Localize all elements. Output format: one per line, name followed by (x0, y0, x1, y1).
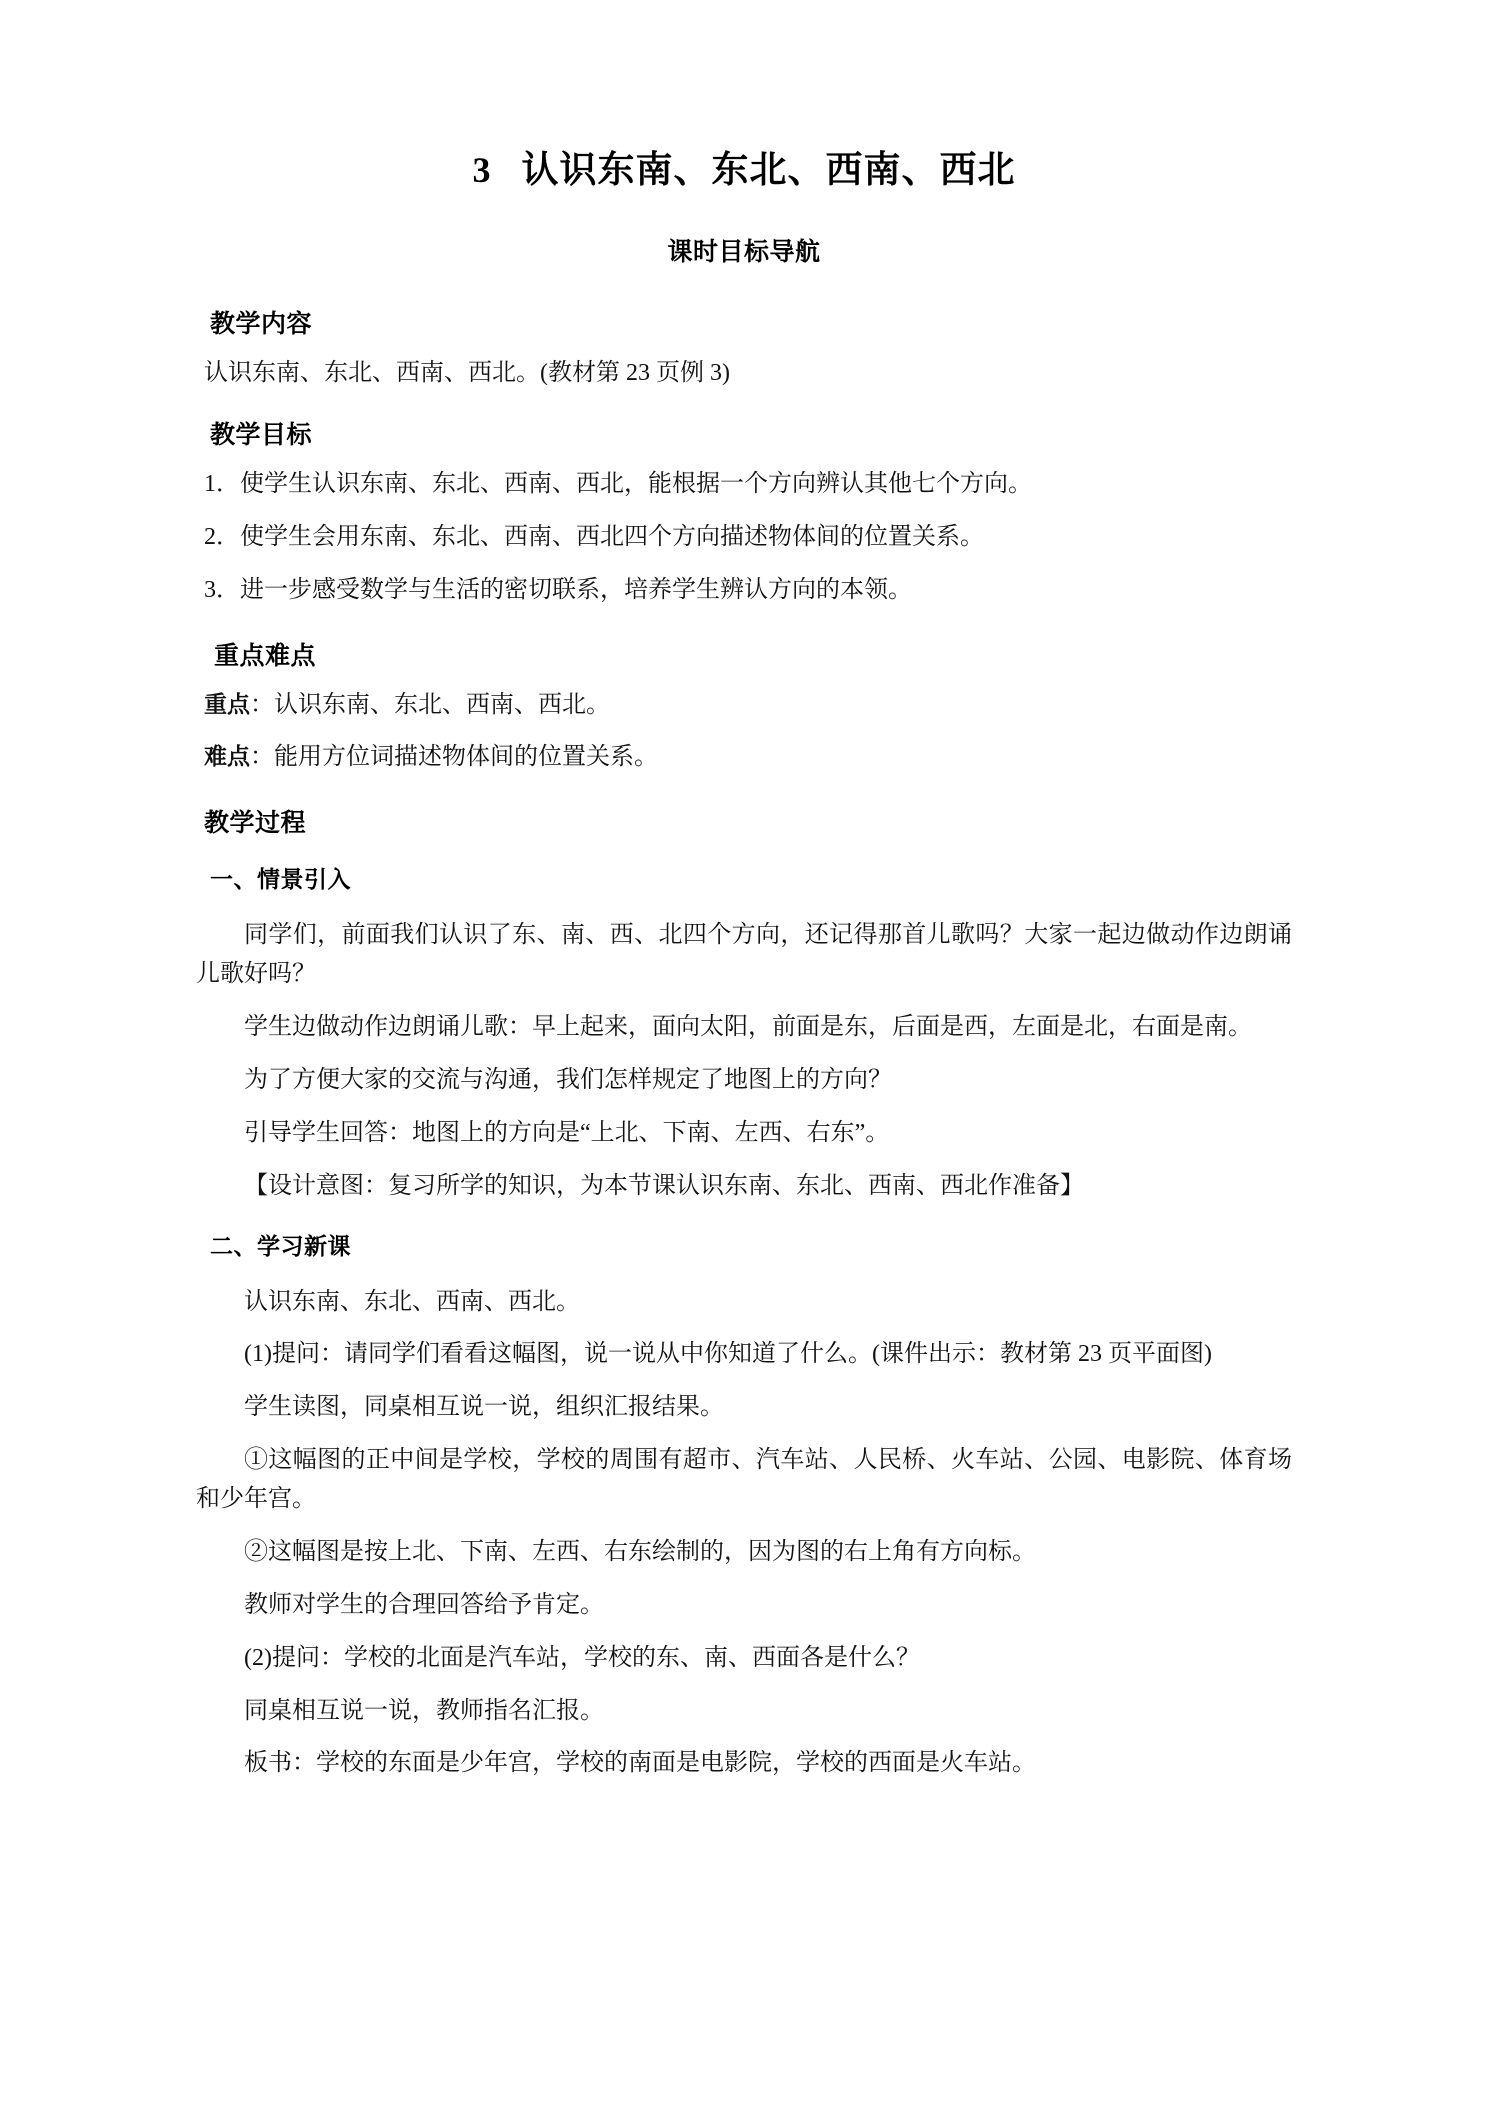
section-heading-teaching-process: 教学过程 (204, 808, 307, 838)
page-subtitle: 课时目标导航 (667, 237, 821, 267)
body-paragraph: 认识东南、东北、西南、西北。 (244, 1288, 580, 1315)
body-paragraph: 学生边做动作边朗诵儿歌：早上起来，面向太阳，前面是东，后面是西，左面是北，右面是南。 (244, 1014, 1252, 1041)
document-content (196, 0, 1292, 1783)
objective-item: 3．进一步感受数学与生活的密切联系，培养学生辨认方向的本领。 (204, 576, 912, 603)
body-paragraph: (1)提问：请同学们看看这幅图，说一说从中你知道了什么。(课件出示：教材第 23 页平面图) (244, 1341, 1212, 1368)
body-paragraph: 同桌相互说一说，教师指名汇报。 (244, 1697, 604, 1724)
section-heading-key-difficulty: 重点难点 (214, 640, 317, 670)
key-point-text: ：认识东南、东北、西南、西北。 (250, 691, 610, 718)
body-paragraph: ①这幅图的正中间是学校，学校的周围有超市、汽车站、人民桥、火车站、公园、电影院、体育场和少年宫。 (196, 1447, 1292, 1513)
body-paragraph: 教师对学生的合理回答给予肯定。 (244, 1591, 604, 1618)
page-title (196, 0, 1292, 194)
difficulty-row (196, 738, 1292, 777)
body-paragraph: 引导学生回答：地图上的方向是“上北、下南、左西、右东”。 (244, 1119, 890, 1146)
subsection-heading-part-one: 一、情景引入 (210, 867, 351, 894)
body-paragraph: (2)提问：学校的北面是汽车站，学校的东、南、西面各是什么？ (244, 1644, 920, 1671)
body-paragraph: 学生读图，同桌相互说一说，组织汇报结果。 (244, 1394, 724, 1421)
subsection-heading-part-two: 二、学习新课 (210, 1233, 351, 1260)
lesson-number: 3 (472, 150, 492, 190)
objective-item: 1．使学生认识东南、东北、西南、西北，能根据一个方向辨认其他七个方向。 (204, 470, 1032, 497)
difficulty-label: 难点 (204, 744, 250, 771)
body-paragraph: 板书：学校的东面是少年宫，学校的南面是电影院，学校的西面是火车站。 (244, 1750, 1036, 1777)
body-paragraph: 为了方便大家的交流与沟通，我们怎样规定了地图上的方向？ (244, 1066, 892, 1093)
key-point-row (196, 686, 1292, 725)
section-heading-teaching-objectives: 教学目标 (210, 419, 313, 449)
difficulty-text: ：能用方位词描述物体间的位置关系。 (250, 744, 658, 771)
body-paragraph: ②这幅图是按上北、下南、左西、右东绘制的，因为图的右上角有方向标。 (244, 1538, 1036, 1565)
key-point-label: 重点 (204, 691, 250, 718)
teaching-content-body: 认识东南、东北、西南、西北。(教材第 23 页例 3) (204, 360, 730, 387)
body-paragraph: 同学们，前面我们认识了东、南、西、北四个方向，还记得那首儿歌吗？大家一起边做动作边朗诵儿歌好吗？ (196, 922, 1292, 988)
objective-item: 2．使学生会用东南、东北、西南、西北四个方向描述物体间的位置关系。 (204, 523, 984, 550)
lesson-title-text: 认识东南、东北、西南、西北 (521, 148, 1016, 191)
design-intent-note: 【设计意图：复习所学的知识，为本节课认识东南、东北、西南、西北作准备】 (244, 1172, 1084, 1199)
section-heading-teaching-content: 教学内容 (210, 309, 313, 339)
